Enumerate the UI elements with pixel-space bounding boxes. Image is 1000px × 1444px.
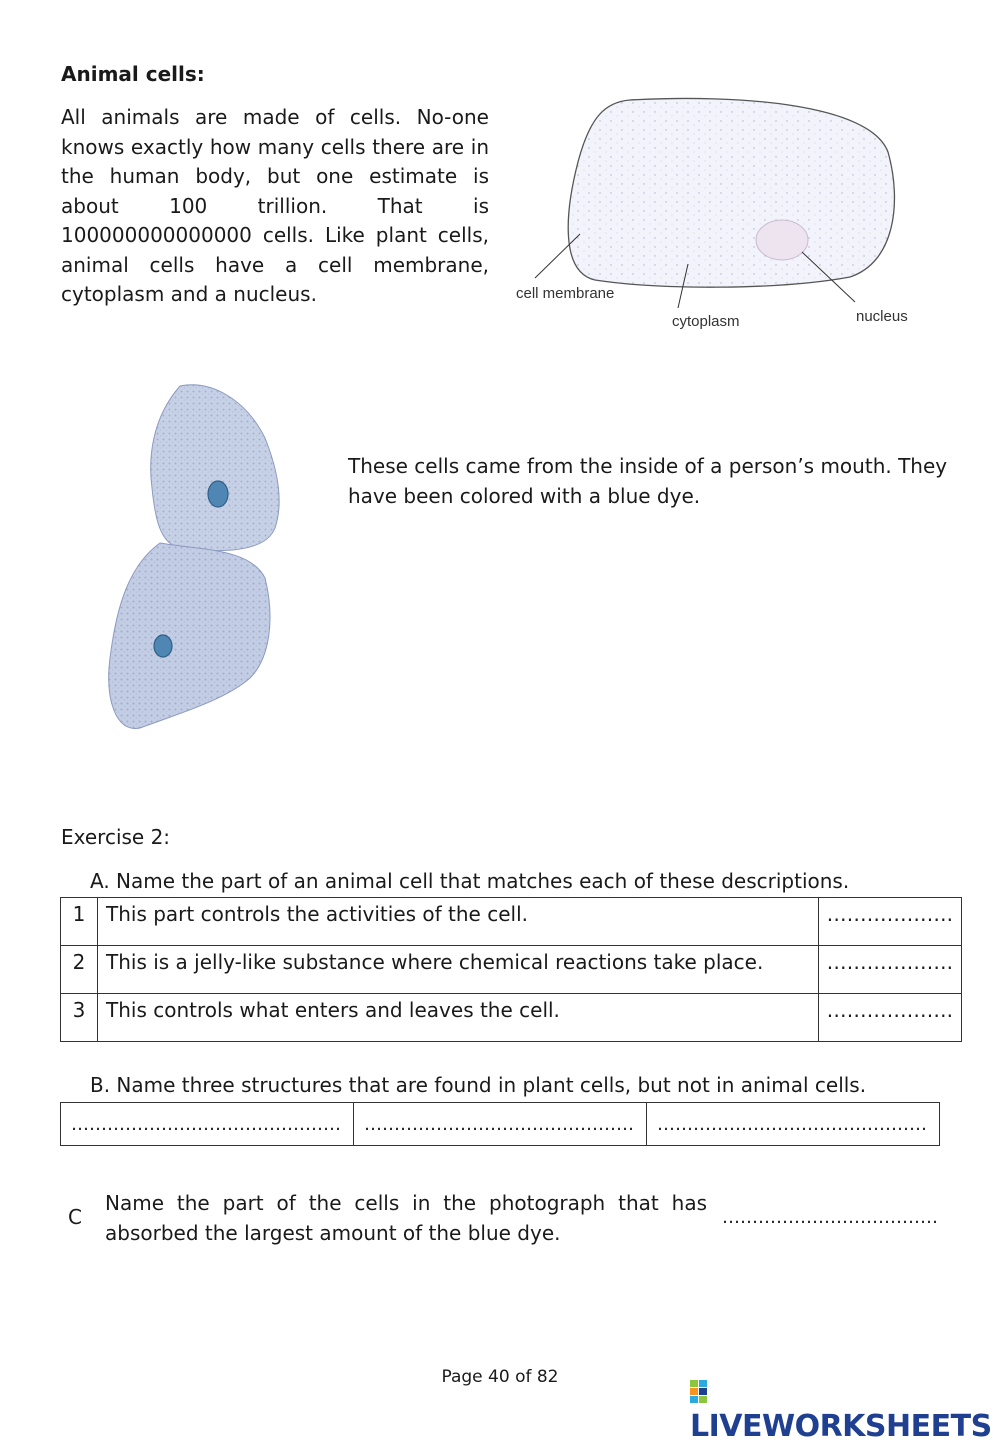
answer-blank-2[interactable]: ………………. [818, 946, 961, 994]
table-row [61, 946, 962, 994]
part-a-prompt: A. Name the part of an animal cell that matches each of these descriptions. [90, 869, 850, 893]
section-heading: Animal cells: [61, 62, 205, 86]
brand-name: LIVEWORKSHEETS [690, 1409, 992, 1444]
animal-cell-diagram [510, 92, 930, 337]
answer-blank-1[interactable]: ………………. [818, 898, 961, 946]
table-row [61, 898, 962, 946]
nucleus-shape [756, 220, 808, 260]
label-nucleus: nucleus [856, 308, 908, 325]
label-cell-membrane: cell membrane [516, 285, 615, 302]
label-cytoplasm: cytoplasm [672, 313, 740, 330]
cheek-cells-photo [60, 378, 325, 744]
part-b-table [60, 1102, 940, 1146]
upper-nucleus-shape [208, 481, 228, 507]
page-number: Page 40 of 82 [441, 1367, 559, 1387]
table-row [61, 994, 962, 1042]
intro-paragraph: All animals are made of cells. No-one knows exactly how many cells there are in the human body, but one estimate is about 100 trillion. That is 100000000000000 cells. Like plant cells, animal cells have a cell membrane, cytoplasm and a nucleus. [61, 105, 489, 306]
structure-blank-1[interactable]: ……………………………………… [61, 1103, 354, 1146]
part-c-letter: C [68, 1205, 82, 1229]
part-c-prompt: Name the part of the cells in the photograph that has absorbed the largest amount of the blue dye. [105, 1191, 707, 1245]
part-a-table [60, 897, 962, 1042]
row-description: This controls what enters and leaves the cell. [98, 994, 819, 1042]
row-number: 1 [61, 898, 98, 946]
brand-mark-icon [690, 1380, 708, 1404]
table-row [61, 1103, 940, 1146]
row-number: 3 [61, 994, 98, 1042]
structure-blank-2[interactable]: ……………………………………… [354, 1103, 647, 1146]
structure-blank-3[interactable]: ……………………………………… [647, 1103, 940, 1146]
answer-blank-3[interactable]: ………………. [818, 994, 961, 1042]
photo-caption: These cells came from the inside of a person’s mouth. They have been colored with a blue dye. [348, 454, 948, 508]
part-b-prompt: B. Name three structures that are found in plant cells, but not in animal cells. [90, 1073, 867, 1097]
row-description: This is a jelly-like substance where chemical reactions take place. [98, 946, 819, 994]
row-number: 2 [61, 946, 98, 994]
row-description: This part controls the activities of the cell. [98, 898, 819, 946]
exercise-title: Exercise 2: [61, 825, 171, 849]
part-c-answer-blank[interactable]: ……………………………… [722, 1207, 938, 1228]
lower-nucleus-shape [154, 635, 172, 657]
brand-logo [690, 1374, 1000, 1444]
